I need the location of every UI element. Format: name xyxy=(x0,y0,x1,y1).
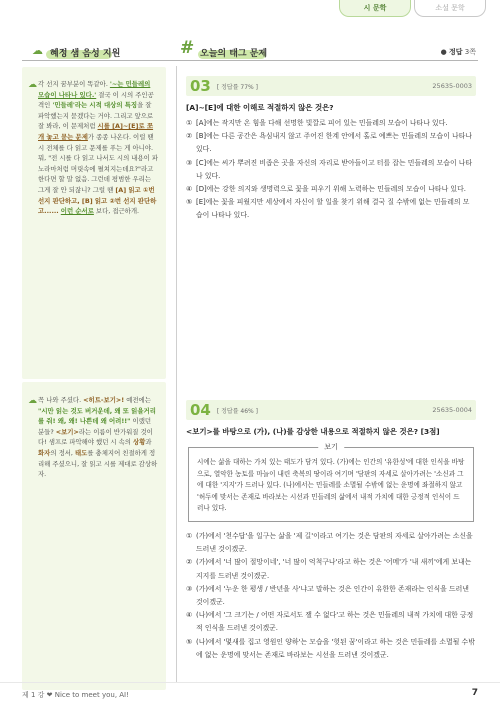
question-header xyxy=(186,400,476,420)
option-text: [B]에는 다른 공간은 욕심내지 않고 주어진 한계 안에서 홀로 예쁘는 민들레의 모습이 나타나 있다. xyxy=(196,132,473,154)
option-number: ④ xyxy=(186,611,193,620)
answer-option-1[interactable] xyxy=(186,117,476,130)
cloud-icon: ☁ xyxy=(28,80,37,90)
answer-page: 3쪽 xyxy=(464,48,476,56)
question-header xyxy=(186,76,476,96)
header-divider xyxy=(22,60,478,61)
question-03 xyxy=(186,76,476,223)
option-text: (나)에서 '그 크기는 / 어떤 자로서도 잴 수 없다'고 하는 것은 민들레의 내적 가치에 대한 긍정적 인식을 드러낸 것이겠군. xyxy=(196,611,474,633)
answer-option-5[interactable] xyxy=(186,196,476,222)
tab-poetry[interactable]: 시 문학 xyxy=(339,0,411,17)
answer-option-3[interactable] xyxy=(186,583,476,609)
option-number: ① xyxy=(186,531,193,540)
column-divider xyxy=(176,66,177,682)
option-text: (나)에서 '몇새를 집고 영원인 양하'는 모습을 '헛된 꿈'이라고 하는 것은 민들레를 소멸될 수밖에 없는 운명에 맞서는 존재로 바라보는 시선을 드러낸 것이겠군. xyxy=(196,637,475,659)
question-stem: <보기>를 바탕으로 (가), (나)를 감상한 내용으로 적절하지 않은 것은? [3점] xyxy=(186,427,440,436)
option-number: ③ xyxy=(186,584,193,593)
answer-label: 정답 xyxy=(449,48,463,56)
cloud-icon: ☁ xyxy=(32,44,43,57)
option-text: [A]에는 작지만 온 힘을 다해 선명한 빛깔로 피어 있는 민들레의 모습이 나타나 있다. xyxy=(196,119,448,127)
option-text: (가)에서 '너 많이 절망이네', '너 많이 억척구나'라고 하는 것은 '어메'가 '내 새끼'에게 보내는 지지를 드러낸 것이겠군. xyxy=(196,558,472,580)
hashtag-doodle-icon: # xyxy=(180,38,195,58)
bogi-box xyxy=(188,443,474,522)
option-number: ⑤ xyxy=(186,198,193,207)
question-04 xyxy=(186,400,476,662)
option-number: ② xyxy=(186,132,193,141)
correct-rate: [ 정답률 46% ] xyxy=(216,407,259,415)
commentary-text-1: 각 선지 꿈부분이 똑같아. '~는 민들레의 모습이 나타나 있다.' 결국 이 시의 주인공 격인 '민들레'라는 시적 대상의 특징을 잘 파악했는지 묻겠다는 거야. 그리고 앞으로 잘 봐라, 이 문제처럼 시를 [A]~[E]로 쪼개 놓고 묻는 문제가 종종 나온다. 이럴 땐 시 전체를 다 읽고 문제를 푸는 게 아니야. 뭐, "전 시를 다 읽고 나서도 시의 내용이 파노라마처럼 머릿속에 펼쳐지는데요?"라고 한다면 할 말 없음. 그런데 평범한 우리는 그게 잘 안 되잖니? 그럴 땐 [A] 읽고 ①번 선지 판단하고, [B] 읽고 ②번 선지 판단하고...... 이런 순서로 보다, 접근하개. xyxy=(38,80,158,216)
left-section-title: 혜정 샘 음성 지원 xyxy=(50,49,121,59)
bogi-label: 보기 xyxy=(318,442,344,454)
right-section-title: 오늘의 태그 문제 xyxy=(200,49,268,59)
option-text: (가)에서 '누운 한 평생 / 반년을 사'냐고 말하는 것은 인간이 유한한 존재라는 인식을 드러낸 것이겠군. xyxy=(196,584,469,606)
footer-divider xyxy=(0,682,500,683)
question-number: 03 xyxy=(190,77,211,95)
option-list xyxy=(186,530,476,662)
answer-option-4[interactable] xyxy=(186,609,476,635)
option-number: ② xyxy=(186,558,193,567)
question-code: 25635-0003 xyxy=(432,82,472,90)
tab-novel[interactable]: 소설 문학 xyxy=(414,0,486,17)
option-number: ③ xyxy=(186,158,193,167)
question-number: 04 xyxy=(190,401,211,419)
footer-lecture: 제 1 강 ❤ Nice to meet you, AI! xyxy=(22,691,129,699)
answer-option-1[interactable] xyxy=(186,530,476,556)
question-code: 25635-0004 xyxy=(432,406,472,414)
question-stem: [A]~[E]에 대한 이해로 적절하지 않은 것은? xyxy=(186,103,334,112)
answer-option-5[interactable] xyxy=(186,636,476,662)
option-text: [E]에는 꽃을 피웠지만 세상에서 자신이 할 일을 찾기 위해 결국 질 수밖에 없는 민들레의 모습이 나타나 있다. xyxy=(196,198,470,220)
answer-option-4[interactable] xyxy=(186,183,476,196)
page-number: 7 xyxy=(471,688,478,698)
answer-reference xyxy=(441,47,476,57)
correct-rate: [ 정답률 77% ] xyxy=(216,83,259,91)
option-text: [C]에는 씨가 뿌려진 비좁은 곳을 자신의 자리로 받아들이고 터를 잡는 민들레의 모습이 나타나 있다. xyxy=(196,158,473,180)
answer-option-2[interactable] xyxy=(186,130,476,156)
option-number: ① xyxy=(186,119,193,127)
bogi-text: 시에는 삶을 대하는 가치 있는 태도가 담겨 있다. (가)에는 인간의 '유한성'에 대한 인식을 바탕으로, 열악한 농토를 마늘이 내린 축복의 땅이라 여기며 '담판의 자세로 살아가려는 '소신과 그에 대한 '지지'가 드러나 있다. (나)에서는 민들레를 소멸될 수밖에 없는 운명에 좌절하지 않고 '허두에 맞서는 존재로 바라보는 시선과 민들레의 삶에서 내적 가치에 대한 긍정적 인식이 드러나 있다. xyxy=(197,458,465,513)
category-tabs xyxy=(336,0,486,17)
option-list xyxy=(186,117,476,223)
cloud-icon: ☁ xyxy=(28,396,37,406)
option-text: (가)에서 '천수답'을 일구는 삶을 '제 길'이라고 여기는 것은 담판의 자세로 살아가려는 소신을 드러낸 것이겠군. xyxy=(196,531,473,554)
commentary-text-2: 꼭 나와 주셨다. <히트-보기>! 예전에는 "시만 읽는 것도 버거운데, 왜 또 읽을거리를 줘! 왜, 왜! 나쁜데 왜 어려!!" 이랬던 분들? <보기>라는 이름이 반가워질 것이다! 샘프로 파악해야 했던 시 속의 상황과 화자의 정서, 태도를 충체지어 친절하게 정리해 주셨으니, 잘 읽고 시를 제대로 감상하자. xyxy=(38,396,158,479)
check-circle-icon: ● xyxy=(440,48,447,56)
option-number: ④ xyxy=(186,185,193,194)
option-number: ⑤ xyxy=(186,637,193,646)
answer-option-3[interactable] xyxy=(186,157,476,183)
option-text: [D]에는 강한 의지와 생명력으로 꽃을 피우기 위해 노력하는 민들레의 모습이 나타나 있다. xyxy=(196,185,466,194)
answer-option-2[interactable] xyxy=(186,556,476,582)
